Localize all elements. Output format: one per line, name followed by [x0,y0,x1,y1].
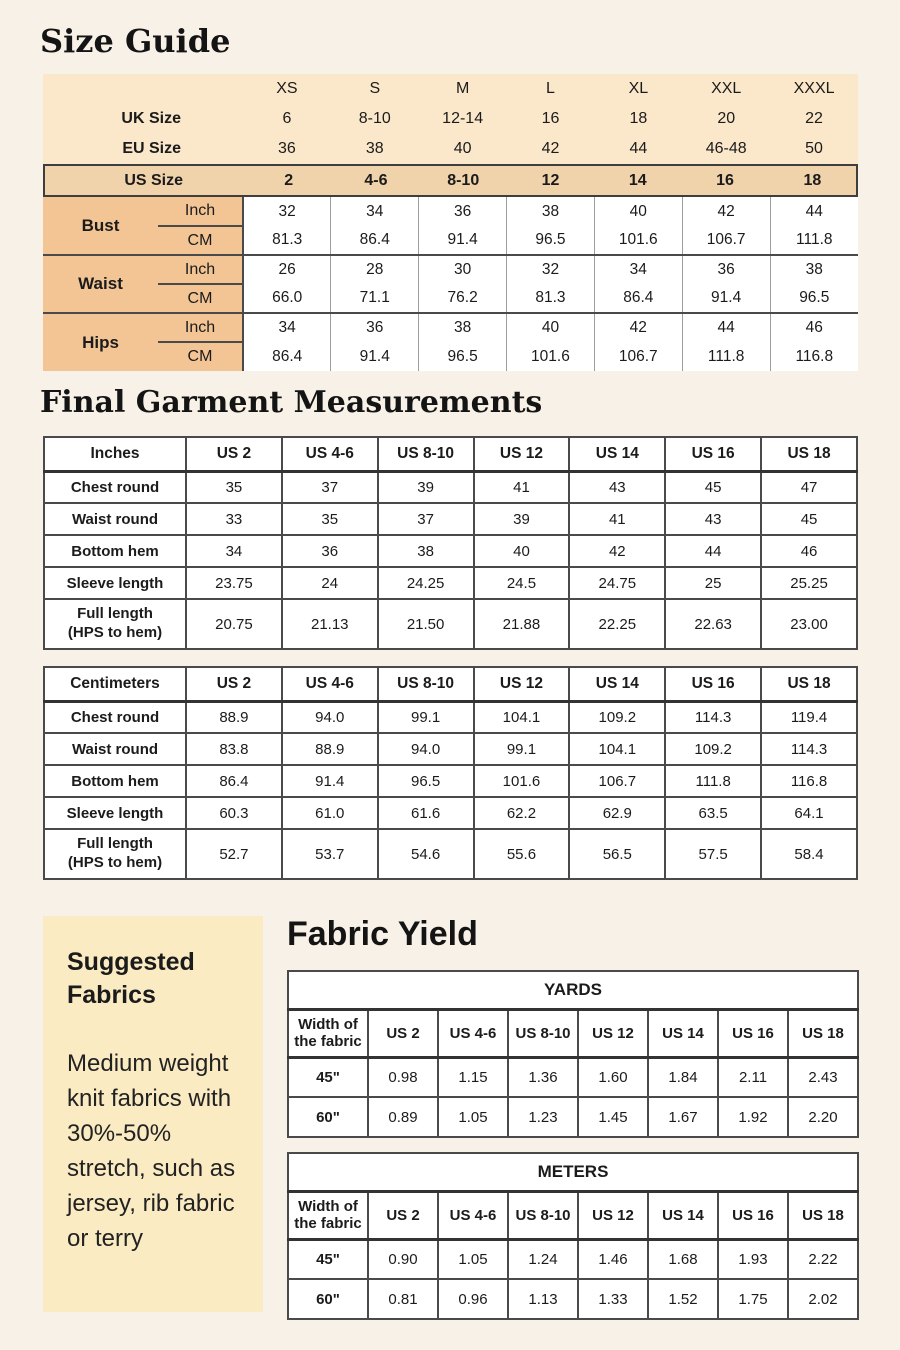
value-cell: US 2 [186,437,282,471]
value-cell: 88.9 [282,733,378,765]
value-cell: 8-10 [358,110,391,127]
value-cell: 94.0 [282,701,378,733]
value-cell: 88.9 [186,701,282,733]
unit-label: CM [158,284,243,313]
row-label: US Size [124,171,183,189]
waist-cm-row [43,284,858,313]
value-cell: 1.15 [438,1057,508,1097]
row-label-line1: Full length [77,835,153,853]
value-cell: 14 [628,171,647,189]
unit-title-row [288,1153,858,1191]
value-cell: 43 [665,503,761,535]
value-cell: 1.24 [508,1239,578,1279]
value-cell: 62.9 [569,797,665,829]
value-cell: US 16 [718,1009,788,1057]
value-cell: L [546,80,555,97]
unit-label: CM [158,342,243,371]
waist-inch-row [43,255,858,284]
value-cell: 119.4 [761,701,857,733]
value-cell: US 2 [368,1191,438,1239]
fabric-yield-section [287,916,859,1320]
value-cell: US 8-10 [378,667,474,701]
row-label: Chest round [44,471,186,503]
value-cell: 23.00 [761,599,857,649]
value-cell: 96.5 [770,284,858,313]
value-cell: 42 [541,140,560,157]
value-cell: 37 [282,471,378,503]
value-cell: 1.60 [578,1057,648,1097]
value-cell: 24.75 [569,567,665,599]
value-cell: 62.2 [474,797,570,829]
value-cell: US 4-6 [282,437,378,471]
value-cell: US 12 [578,1009,648,1057]
value-cell: 114.3 [665,701,761,733]
value-cell: 109.2 [665,733,761,765]
value-cell: 60.3 [186,797,282,829]
bust-inch-row [43,197,858,226]
bottom-section [43,916,900,1320]
value-cell: 104.1 [474,701,570,733]
value-cell: 1.05 [438,1239,508,1279]
row-label: Waist round [44,503,186,535]
value-cell: 86.4 [186,765,282,797]
value-cell: 1.84 [648,1057,718,1097]
value-cell: XXL [711,80,742,97]
table-row [288,1097,858,1137]
value-cell: 4-6 [364,171,388,189]
value-cell: 26 [243,255,331,284]
table-header-row [44,667,857,701]
table-row [44,471,857,503]
value-cell: 106.7 [594,342,682,371]
value-cell: 21.13 [282,599,378,649]
value-cell: 91.4 [419,226,507,255]
value-cell: 0.98 [368,1057,438,1097]
value-cell: 58.4 [761,829,857,879]
value-cell: 34 [243,313,331,342]
value-cell: S [369,80,381,97]
table-row [44,599,857,649]
value-cell: 44 [682,313,770,342]
measurement-group-label: Waist [43,255,158,313]
value-cell: 99.1 [378,701,474,733]
value-cell: 35 [186,471,282,503]
value-cell: 63.5 [665,797,761,829]
value-cell: 44 [770,197,858,226]
value-cell: 94.0 [378,733,474,765]
value-cell: 41 [569,503,665,535]
value-cell: 1.05 [438,1097,508,1137]
value-cell: 22.63 [665,599,761,649]
value-cell: 36 [331,313,419,342]
value-cell: US 8-10 [508,1009,578,1057]
value-cell: 2.11 [718,1057,788,1097]
value-cell: 81.3 [507,284,595,313]
value-cell: 76.2 [419,284,507,313]
row-label-line1: Full length [77,605,153,623]
fabric-width-corner-label: Width of the fabric [288,1009,368,1057]
value-cell: 104.1 [569,733,665,765]
table-header-row [288,1191,858,1239]
size-label-header-row [43,74,858,104]
value-cell: 38 [419,313,507,342]
row-label: 60" [288,1279,368,1319]
value-cell: 1.68 [648,1239,718,1279]
value-cell: US 8-10 [508,1191,578,1239]
value-cell: 52.7 [186,829,282,879]
value-cell: 12 [541,171,560,189]
value-cell: 42 [594,313,682,342]
value-cell: 21.88 [474,599,570,649]
value-cell: 40 [453,140,472,157]
value-cell: 1.75 [718,1279,788,1319]
value-cell: 86.4 [243,342,331,371]
row-label: Sleeve length [44,797,186,829]
value-cell: 111.8 [665,765,761,797]
value-cell: 22.25 [569,599,665,649]
eu-size-row [43,134,858,164]
value-cell: 96.5 [507,226,595,255]
value-cell: 91.4 [682,284,770,313]
value-cell: 91.4 [282,765,378,797]
value-cell: 38 [378,535,474,567]
value-cell: 22 [805,110,823,127]
value-cell: M [455,80,470,97]
value-cell: 2.20 [788,1097,858,1137]
value-cell: 36 [278,140,296,157]
value-cell: 0.89 [368,1097,438,1137]
value-cell: US 12 [578,1191,648,1239]
value-cell: 2 [284,171,294,189]
measurement-group-label: Bust [43,197,158,255]
value-cell: 1.52 [648,1279,718,1319]
fabric-width-corner-label: Width of the fabric [288,1191,368,1239]
value-cell: 47 [761,471,857,503]
table-row [44,701,857,733]
unit-header: Inches [44,437,186,471]
value-cell: 34 [331,197,419,226]
row-label: Waist round [44,733,186,765]
value-cell: 101.6 [507,342,595,371]
value-cell: 37 [378,503,474,535]
us-size-row [43,164,858,197]
value-cell: 21.50 [378,599,474,649]
value-cell: 53.7 [282,829,378,879]
value-cell: 16 [541,110,560,127]
table-header-row [288,1009,858,1057]
suggested-fabrics-heading: Suggested Fabrics [67,948,195,1009]
value-cell: 38 [770,255,858,284]
row-label: UK Size [121,110,181,127]
garment-section-title: Final Garment Measurements [40,385,543,420]
value-cell: 57.5 [665,829,761,879]
value-cell: 83.8 [186,733,282,765]
unit-header: Centimeters [44,667,186,701]
unit-label: Inch [158,313,243,342]
value-cell: 106.7 [682,226,770,255]
meters-table [287,1152,859,1320]
value-cell: 91.4 [331,342,419,371]
value-cell: 43 [569,471,665,503]
value-cell: 66.0 [243,284,331,313]
value-cell: 1.93 [718,1239,788,1279]
table-row [44,503,857,535]
value-cell: 54.6 [378,829,474,879]
value-cell: 34 [186,535,282,567]
value-cell: US 8-10 [378,437,474,471]
value-cell: 23.75 [186,567,282,599]
row-label-line2: (HPS to hem) [67,624,163,641]
table-row [288,1239,858,1279]
measurement-group-label: Hips [43,313,158,371]
value-cell: 1.23 [508,1097,578,1137]
value-cell: 32 [243,197,331,226]
table-row [44,829,857,879]
value-cell: US 2 [368,1009,438,1057]
value-cell: US 4-6 [438,1191,508,1239]
value-cell: 99.1 [474,733,570,765]
value-cell: 12-14 [442,110,484,127]
value-cell: US 18 [788,1009,858,1057]
value-cell: 34 [594,255,682,284]
value-cell: 40 [474,535,570,567]
value-cell: 39 [474,503,570,535]
value-cell: 1.36 [508,1057,578,1097]
yards-table [287,970,859,1138]
value-cell: 40 [594,197,682,226]
value-cell: 1.67 [648,1097,718,1137]
value-cell: 1.33 [578,1279,648,1319]
value-cell: 101.6 [474,765,570,797]
row-label: 45" [288,1057,368,1097]
value-cell: 30 [419,255,507,284]
value-cell: 24.25 [378,567,474,599]
unit-title-row [288,971,858,1009]
value-cell: US 2 [186,667,282,701]
value-cell: 2.43 [788,1057,858,1097]
value-cell: 109.2 [569,701,665,733]
value-cell: 24.5 [474,567,570,599]
suggested-fabrics-box [43,916,263,1312]
fabric-yield-title: Fabric Yield [287,915,478,953]
table-row [44,797,857,829]
value-cell: US 4-6 [438,1009,508,1057]
page-title: Size Guide [40,22,231,60]
value-cell: XS [276,80,298,97]
table-row [288,1279,858,1319]
value-cell: 25.25 [761,567,857,599]
table-row [44,567,857,599]
value-cell: 1.13 [508,1279,578,1319]
value-cell: 20.75 [186,599,282,649]
value-cell: US 12 [474,667,570,701]
value-cell: 46 [770,313,858,342]
value-cell: US 18 [761,667,857,701]
value-cell: 2.02 [788,1279,858,1319]
value-cell: 46-48 [705,140,747,157]
value-cell: 35 [282,503,378,535]
value-cell: 42 [569,535,665,567]
value-cell: 86.4 [594,284,682,313]
value-cell: 41 [474,471,570,503]
value-cell: 32 [507,255,595,284]
value-cell: US 12 [474,437,570,471]
bust-cm-row [43,226,858,255]
value-cell: US 14 [648,1009,718,1057]
row-label: 60" [288,1097,368,1137]
value-cell: 64.1 [761,797,857,829]
value-cell: 0.90 [368,1239,438,1279]
value-cell: 44 [665,535,761,567]
suggested-fabrics-text: Medium weight knit fabrics with 30%-50% stretch, such as jersey, rib fabric or terry [67,1050,236,1253]
value-cell: US 14 [648,1191,718,1239]
value-cell: 111.8 [770,226,858,255]
uk-size-row [43,104,858,134]
unit-label: Inch [158,197,243,226]
value-cell: 2.22 [788,1239,858,1279]
unit-label: Inch [158,255,243,284]
value-cell: US 18 [761,437,857,471]
value-cell: 36 [282,535,378,567]
value-cell: 1.45 [578,1097,648,1137]
yards-unit-header: YARDS [288,971,858,1009]
value-cell: 25 [665,567,761,599]
value-cell: 45 [665,471,761,503]
value-cell: 116.8 [770,342,858,371]
value-cell: 96.5 [378,765,474,797]
value-cell: 0.96 [438,1279,508,1319]
value-cell: XXXL [793,80,835,97]
row-label [44,829,186,879]
value-cell: 50 [805,140,823,157]
value-cell: US 16 [665,437,761,471]
value-cell: 45 [761,503,857,535]
value-cell: 96.5 [419,342,507,371]
value-cell: US 16 [718,1191,788,1239]
hips-inch-row [43,313,858,342]
value-cell: 6 [282,110,292,127]
unit-label: CM [158,226,243,255]
value-cell: 33 [186,503,282,535]
table-row [44,535,857,567]
value-cell: 18 [629,110,648,127]
table-row [44,733,857,765]
value-cell: 42 [682,197,770,226]
row-label: 45" [288,1239,368,1279]
row-label: Bottom hem [44,765,186,797]
value-cell: 28 [331,255,419,284]
row-label: Sleeve length [44,567,186,599]
value-cell: 86.4 [331,226,419,255]
value-cell: 116.8 [761,765,857,797]
value-cell: 36 [419,197,507,226]
value-cell: 0.81 [368,1279,438,1319]
value-cell: XL [628,80,649,97]
value-cell: 61.6 [378,797,474,829]
value-cell: 39 [378,471,474,503]
value-cell: 24 [282,567,378,599]
hips-cm-row [43,342,858,371]
meters-unit-header: METERS [288,1153,858,1191]
value-cell: 8-10 [447,171,480,189]
value-cell: 46 [761,535,857,567]
body-measurements-table [43,197,858,371]
value-cell: 81.3 [243,226,331,255]
value-cell: 71.1 [331,284,419,313]
value-cell: 44 [629,140,648,157]
value-cell: 38 [507,197,595,226]
table-header-row [44,437,857,471]
value-cell: 16 [716,171,734,189]
value-cell: 38 [365,140,384,157]
value-cell: 106.7 [569,765,665,797]
value-cell: 61.0 [282,797,378,829]
row-label [44,599,186,649]
value-cell: 20 [717,110,736,127]
value-cell: 114.3 [761,733,857,765]
value-cell: 56.5 [569,829,665,879]
value-cell: US 18 [788,1191,858,1239]
value-cell: US 14 [569,437,665,471]
garment-cm-table [43,666,858,880]
row-label: Bottom hem [44,535,186,567]
value-cell: 55.6 [474,829,570,879]
table-row [44,765,857,797]
value-cell: 1.46 [578,1239,648,1279]
value-cell: US 4-6 [282,667,378,701]
value-cell: US 16 [665,667,761,701]
value-cell: 1.92 [718,1097,788,1137]
value-cell: 18 [803,171,822,189]
table-row [288,1057,858,1097]
value-cell: 36 [682,255,770,284]
garment-inches-table [43,436,858,650]
size-conversion-table [43,74,858,371]
row-label-line2: (HPS to hem) [67,854,163,871]
value-cell: 111.8 [682,342,770,371]
value-cell: US 14 [569,667,665,701]
value-cell: 40 [507,313,595,342]
value-cell: 101.6 [594,226,682,255]
row-label: Chest round [44,701,186,733]
row-label: EU Size [122,140,181,157]
